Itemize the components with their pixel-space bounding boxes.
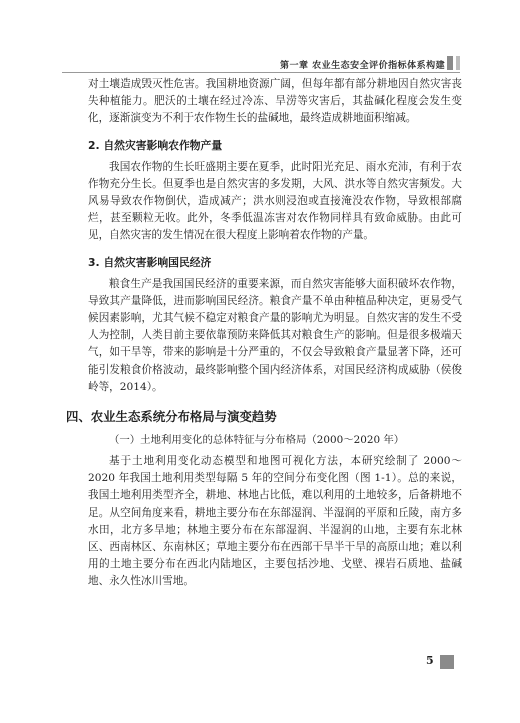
paragraph: 粮食生产是我国国民经济的重要来源，而自然灾害能够大面积破坏农作物，导致其产量降低，进而影响国民经济。粮食产量不单由种植品种决定，更易受气候因素影响，尤其气候不稳定对粮食产量的影响尤为明显。自然灾害的发生不受人为控制，人类目前主要依靠预防来降低其对粮食生产的影响。但是很多极端天气，如干旱等，带来的影响是十分严重的，不仅会导致粮食产量显著下降，还可能引发粮食价格波动，最终影响整个国内经济体系，对国民经济构成威胁（侯俊岭等，2014）。: [88, 277, 462, 393]
chapter-section-heading: 四、农业生态系统分布格局与演变趋势: [66, 409, 277, 425]
header-decoration-block: [456, 56, 460, 70]
running-header: 第一章 农业生态安全评价指标体系构建: [280, 61, 446, 71]
section-heading-2: 2. 自然灾害影响农作物产量: [88, 138, 223, 152]
paragraph-continued: 对土壤造成毁灭性危害。我国耕地资源广阔，但每年都有部分耕地因自然灾害丧失种植能力。肥沃的土壤在经过冷冻、旱涝等灾害后，其盐碱化程度会发生变化，逐渐演变为不利于农作物生长的盐碱地，最终造成耕地面积缩减。: [88, 78, 462, 125]
paragraph: 我国农作物的生长旺盛期主要在夏季，此时阳光充足、雨水充沛，有利于农作物充分生长。但夏季也是自然灾害的多发期，大风、洪水等自然灾害频发。大风易导致农作物倒伏，造成减产；洪水则浸泡或直接淹没农作物，导致根部腐烂，甚至颗粒无收。此外，冬季低温冻害对农作物同样具有致命威胁。由此可见，自然灾害的发生情况在很大程度上影响着农作物的产量。: [88, 160, 462, 242]
section-heading-3: 3. 自然灾害影响国民经济: [88, 255, 212, 269]
subsection-heading: （一）土地利用变化的总体特征与分布格局（2000～2020 年）: [109, 434, 405, 447]
paragraph: 基于土地利用变化动态模型和地图可视化方法，本研究绘制了 2000～2020 年我国土地利用类型每隔 5 年的空间分布变化图（图 1-1）。总的来说，我国土地利用类型齐全，耕地、林地占比低，难以利用的土地较多，后备耕地不足。从空间角度来看，耕地主要分布在东部湿润、半湿润的平原和丘陵，南方多水田，北方多旱地；林地主要分布在东部湿润、半湿润的山地，主要有东北林区、西南林区、东南林区；草地主要分布在西部干旱半干旱的高原山地；难以利用的土地主要分布在西北内陆地区，主要包括沙地、戈壁、裸岩石质地、盐碱地、永久性冰川雪地。: [88, 455, 462, 588]
header-decoration-block: [447, 56, 453, 70]
page-body: [66, 76, 462, 591]
header-rule: [62, 72, 460, 73]
footer-decoration-block: [440, 655, 454, 669]
page-number: 5: [426, 654, 434, 667]
